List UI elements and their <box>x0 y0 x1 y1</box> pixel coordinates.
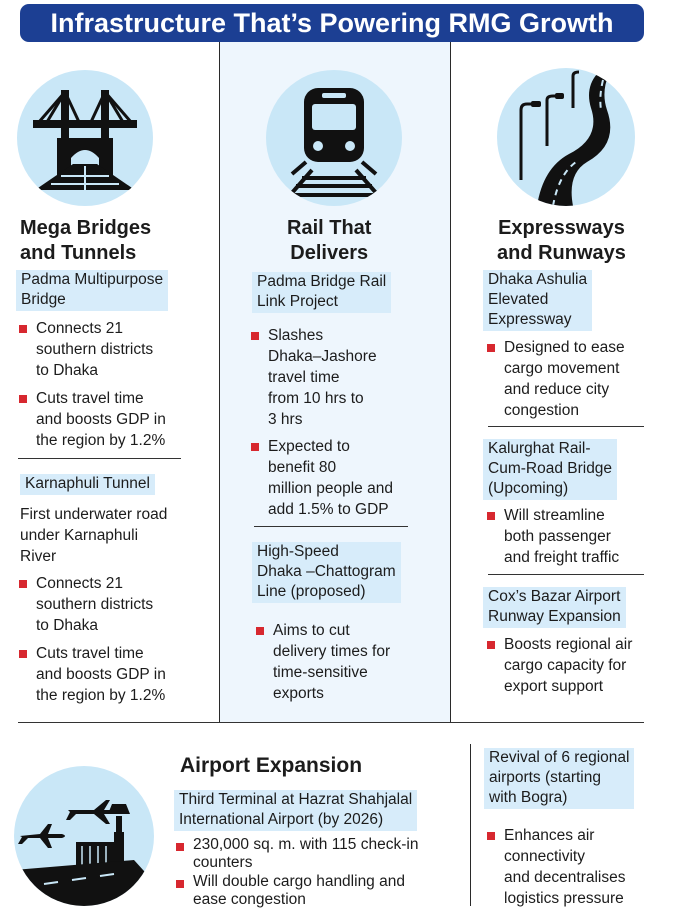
expressways-heading: Expressways and Runways <box>497 217 626 264</box>
third-terminal-label: Third Terminal at Hazrat Shahjalal International Airport (by 2026) <box>174 790 417 831</box>
high-speed-line-label: High-Speed Dhaka –Chattogram Line (proposed) <box>252 542 401 603</box>
list-item: Will streamline both passenger and freight traffic <box>486 505 619 568</box>
list-item: Slashes Dhaka–Jashore travel time from 10 hrs to 3 hrs <box>250 325 377 430</box>
right-separator-2 <box>488 574 644 575</box>
airport-icon <box>14 766 154 906</box>
right-separator-1 <box>488 426 644 427</box>
column-divider-left <box>219 42 220 722</box>
karnaphuli-description: First underwater road under Karnaphuli River <box>20 506 168 565</box>
padma-rail-link-label: Padma Bridge Rail Link Project <box>252 272 391 313</box>
list-item: Cuts travel time and boosts GDP in the region by 1.2% <box>18 643 166 706</box>
page-title: Infrastructure That’s Powering RMG Growth <box>20 4 644 42</box>
list-item: Aims to cut delivery times for time-sensitive exports <box>255 620 390 704</box>
left-separator <box>18 458 181 459</box>
rail-heading: Rail That Delivers <box>287 217 372 264</box>
train-icon <box>266 70 402 206</box>
middle-separator <box>254 526 408 527</box>
regional-airports-label: Revival of 6 regional airports (starting with Bogra) <box>484 748 634 809</box>
airport-divider <box>470 744 471 906</box>
list-item: Expected to benefit 80 million people and add 1.5% to GDP <box>250 436 393 520</box>
list-item: Enhances air connectivity and decentralises logistics pressure <box>486 825 626 909</box>
bridge-icon <box>17 70 153 206</box>
list-item: 230,000 sq. m. with 115 check-in counters <box>175 836 418 872</box>
karnaphuli-tunnel-label: Karnaphuli Tunnel <box>20 474 155 495</box>
dhaka-ashulia-label: Dhaka Ashulia Elevated Expressway <box>483 270 592 331</box>
padma-bridge-label: Padma Multipurpose Bridge <box>16 270 168 311</box>
mega-bridges-heading: Mega Bridges and Tunnels <box>20 217 152 264</box>
coxs-bazar-runway-label: Cox’s Bazar Airport Runway Expansion <box>483 587 626 628</box>
list-item: Cuts travel time and boosts GDP in the region by 1.2% <box>18 388 166 451</box>
list-item: Will double cargo handling and ease congestion <box>175 873 405 909</box>
list-item: Connects 21 southern districts to Dhaka <box>18 318 153 381</box>
section-divider <box>18 722 644 723</box>
list-item: Designed to ease cargo movement and reduce city congestion <box>486 337 625 421</box>
column-divider-right <box>450 42 451 722</box>
expressway-icon <box>497 68 635 206</box>
kalurghat-bridge-label: Kalurghat Rail- Cum-Road Bridge (Upcoming) <box>483 439 617 500</box>
list-item: Boosts regional air cargo capacity for export support <box>486 634 632 697</box>
list-item: Connects 21 southern districts to Dhaka <box>18 573 153 636</box>
airport-expansion-heading: Airport Expansion <box>180 754 363 777</box>
